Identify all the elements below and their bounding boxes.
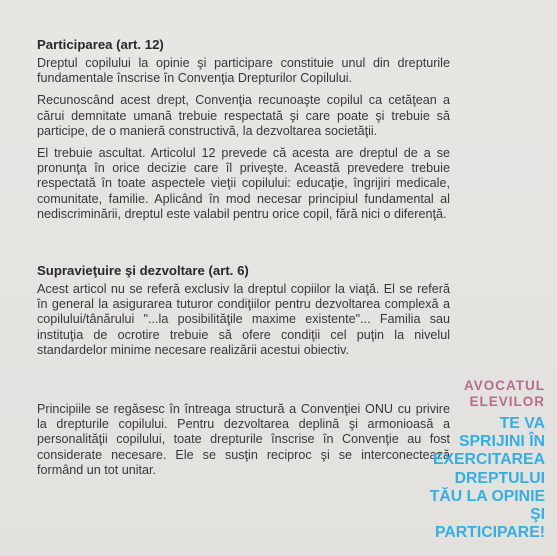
section-survival-development xyxy=(37,262,450,365)
slogan xyxy=(425,415,545,542)
slogan-line: EXERCITAREA xyxy=(432,451,545,469)
slogan-line: DREPTULUI xyxy=(454,469,545,487)
section-principles xyxy=(37,402,450,485)
section-heading: Participarea (art. 12) xyxy=(37,37,164,52)
section-heading: Supravieţuire şi dezvoltare (art. 6) xyxy=(37,263,249,278)
brand-line: ELEVILOR xyxy=(469,393,545,409)
slogan-line: SPRIJINI ÎN xyxy=(458,433,545,451)
sidebar-callout xyxy=(425,378,545,542)
slogan-line: TE VA xyxy=(499,415,545,432)
paragraph: El trebuie ascultat. Articolul 12 prevede că acesta are dreptul de a se pronunţa în orice decizie care îl priveşte. Această prevedere trebuie respectată în toate aspectele vieţii copilului: educaţie, îngrijiri medicale, comunitate, familie. Aplicând în mod necesar principiul fundamental al nediscriminării, dreptul este valabil pentru orice copil, fără nici o diferenţă. xyxy=(37,146,450,221)
paragraph: Acest articol nu se referă exclusiv la dreptul copiilor la viaţă. El se referă în general la asigurarea tuturor condiţiilor pentru dezvoltarea complexă a copilului/tânărului "...la posibilităţile maxime existente"... Familia sau instituţia de ocrotire trebuie să ofere condiţii cel puţin la nivelul standardelor minime necesare realizării acestui obiectiv. xyxy=(37,282,450,357)
paragraph: Dreptul copilului la opinie şi participare constituie unul din drepturile fundamentale înscrise în Convenţia Drepturilor Copilului. xyxy=(37,56,450,86)
paragraph: Principiile se regăsesc în întreaga structură a Convenţiei ONU cu privire la drepturile copilului. Pentru dezvoltarea deplină şi armonioasă a personalităţii copilului, toate drepturile înscrise în Convenţie au fost considerate necesare. Ele se susţin reciproc şi se interconectează formând un tot unitar. xyxy=(37,402,450,477)
brand-line: AVOCATUL xyxy=(464,378,545,393)
brand-name xyxy=(425,378,545,409)
paragraph: Recunoscând acest drept, Convenţia recunoaşte copilul ca cetăţean a cărui demnitate umană trebuie respectată şi care poate şi trebuie să participe, de o manieră constructivă, la dezvoltarea societăţii. xyxy=(37,93,450,138)
section-participation xyxy=(37,36,450,229)
slogan-line: ŞI PARTICIPARE! xyxy=(435,506,545,542)
slogan-line: TĂU LA OPINIE xyxy=(429,487,545,505)
